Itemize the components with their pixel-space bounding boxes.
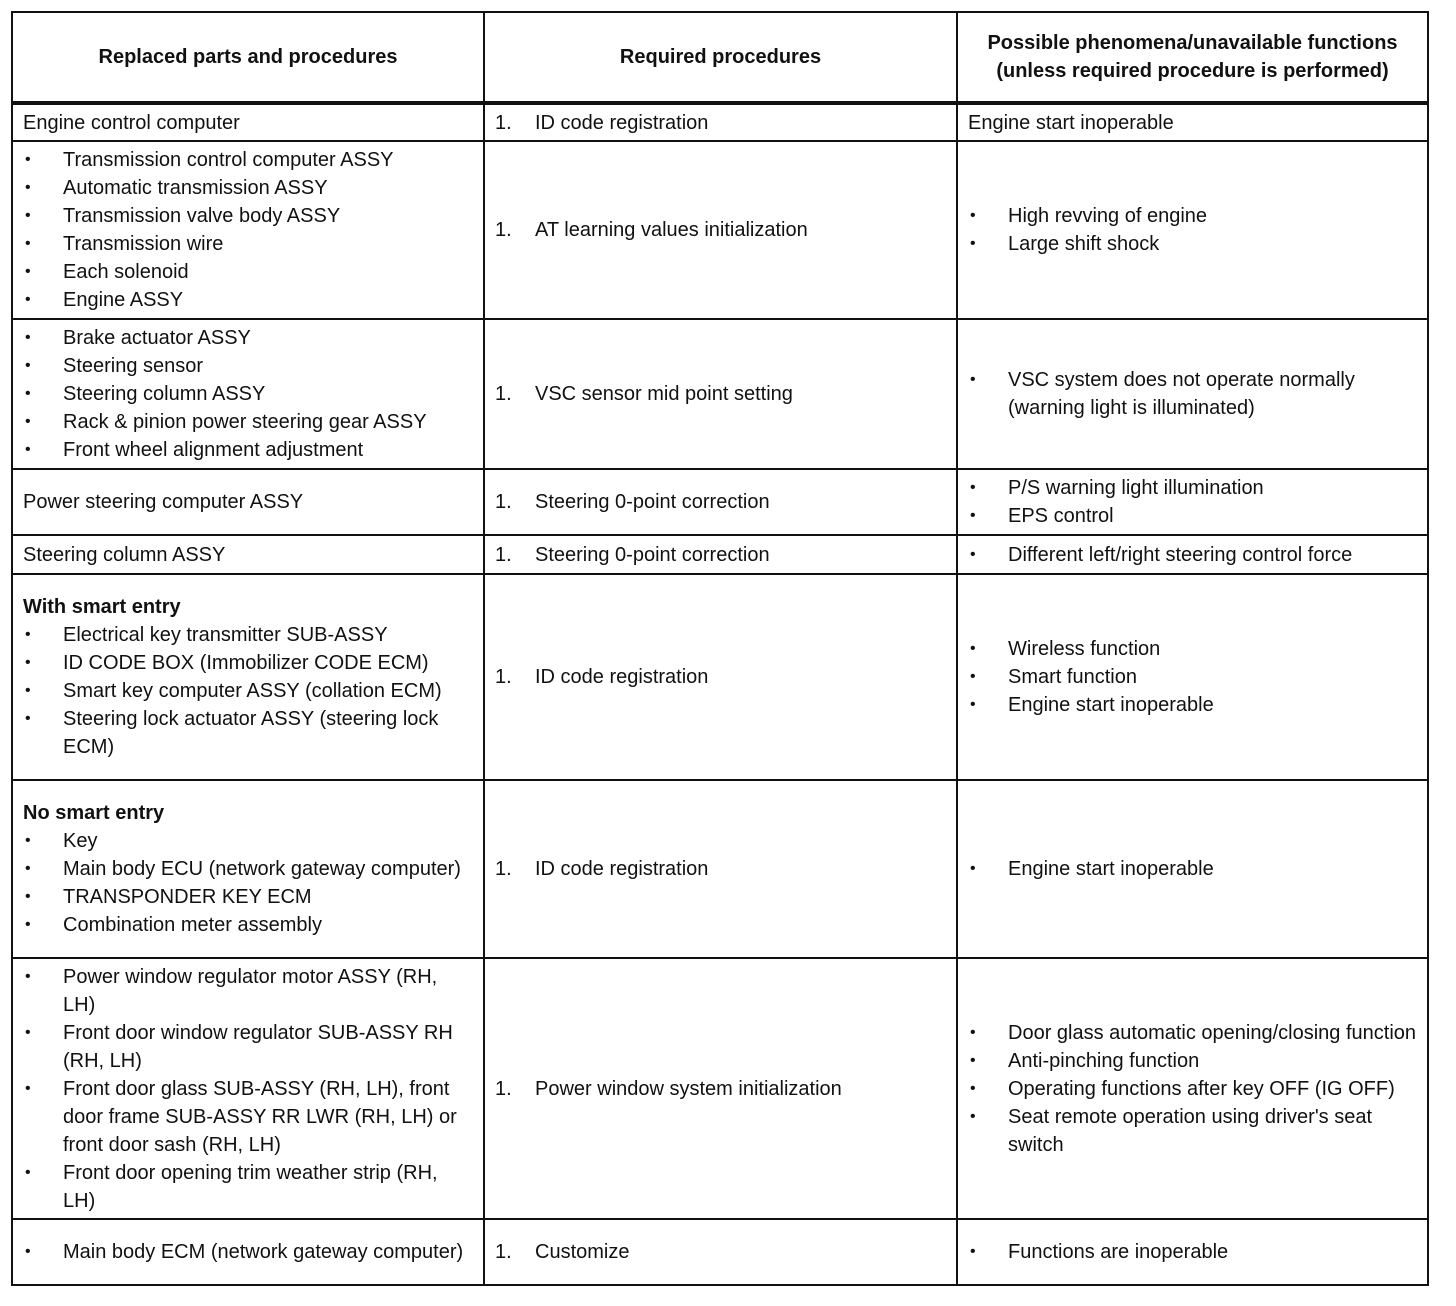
table-row	[12, 1219, 1428, 1285]
phenomena-list	[968, 366, 1417, 422]
phenomena-list	[968, 635, 1417, 719]
phenomena-cell	[957, 958, 1428, 1219]
procedure-cell	[484, 319, 957, 469]
table-row	[12, 103, 1428, 141]
table-row	[12, 958, 1428, 1219]
parts-cell	[12, 574, 484, 780]
procedure-text: ID code registration	[535, 111, 709, 134]
phenomena-list	[968, 474, 1417, 530]
list-item: • P/S warning light illumination	[968, 474, 1417, 502]
procedure-text: VSC sensor mid point setting	[535, 383, 793, 405]
procedure-text: Steering 0-point correction	[535, 543, 770, 566]
list-item: • Seat remote operation using driver's seat switch	[968, 1103, 1417, 1159]
list-item: • Door glass automatic opening/closing function	[968, 1019, 1417, 1047]
table-row	[12, 535, 1428, 574]
phenomena-list	[968, 541, 1417, 569]
list-item: • Wireless function	[968, 635, 1417, 663]
parts-list	[23, 324, 473, 464]
procedure-cell	[484, 469, 957, 535]
procedure-cell	[484, 1219, 957, 1285]
list-item: • Engine ASSY	[23, 286, 473, 314]
list-item: • Transmission wire	[23, 230, 473, 258]
parts-cell	[12, 780, 484, 958]
phenomena-text: Engine start inoperable	[968, 111, 1174, 134]
list-item: • Steering sensor	[23, 352, 473, 380]
phenomena-cell	[957, 574, 1428, 780]
parts-cell	[12, 535, 484, 574]
list-item: • Large shift shock	[968, 230, 1417, 258]
list-item: • Brake actuator ASSY	[23, 324, 473, 352]
parts-list	[23, 1238, 473, 1266]
parts-text: Engine control computer	[23, 111, 240, 134]
phenomena-cell	[957, 469, 1428, 535]
phenomena-cell	[957, 1219, 1428, 1285]
procedure-cell	[484, 574, 957, 780]
phenomena-list	[968, 202, 1417, 258]
procedure-cell	[484, 103, 957, 141]
list-item: • Each solenoid	[23, 258, 473, 286]
procedure-number: 1.	[495, 383, 512, 405]
table-row	[12, 319, 1428, 469]
parts-text: Steering column ASSY	[23, 543, 226, 566]
header-possible-phenomena: Possible phenomena/unavailable functions (unless required procedure is performed)	[957, 12, 1428, 103]
table-row	[12, 574, 1428, 780]
parts-text: Power steering computer ASSY	[23, 491, 304, 513]
list-item: • Steering lock actuator ASSY (steering lock ECM)	[23, 705, 473, 761]
list-item: • Different left/right steering control force	[968, 541, 1417, 569]
procedure-cell	[484, 141, 957, 319]
procedure-text: Power window system initialization	[535, 1077, 842, 1100]
procedure-cell	[484, 535, 957, 574]
phenomena-list	[968, 855, 1417, 883]
table-row	[12, 469, 1428, 535]
list-item: • Automatic transmission ASSY	[23, 174, 473, 202]
list-item: • Smart key computer ASSY (collation ECM)	[23, 677, 473, 705]
parts-list	[23, 827, 473, 939]
procedure-cell	[484, 958, 957, 1219]
parts-list	[23, 621, 473, 761]
procedure-text: AT learning values initialization	[535, 219, 808, 241]
parts-cell	[12, 141, 484, 319]
procedure-number: 1.	[495, 111, 512, 134]
procedure-number: 1.	[495, 666, 512, 688]
parts-cell	[12, 1219, 484, 1285]
procedures-table	[11, 11, 1429, 1286]
procedure-text: Steering 0-point correction	[535, 491, 770, 513]
parts-cell	[12, 958, 484, 1219]
list-item: • Engine start inoperable	[968, 691, 1417, 719]
list-item: • TRANSPONDER KEY ECM	[23, 883, 473, 911]
procedure-text: ID code registration	[535, 666, 709, 688]
list-item: • Main body ECU (network gateway computer)	[23, 855, 473, 883]
list-item: • Front door opening trim weather strip (RH, LH)	[23, 1159, 473, 1215]
procedure-text: ID code registration	[535, 858, 709, 880]
parts-cell	[12, 103, 484, 141]
phenomena-cell	[957, 319, 1428, 469]
list-item: • Combination meter assembly	[23, 911, 473, 939]
list-item: • VSC system does not operate normally (warning light is illuminated)	[968, 366, 1417, 422]
list-item: • Anti-pinching function	[968, 1047, 1417, 1075]
header-replaced-parts: Replaced parts and procedures	[12, 12, 484, 103]
parts-list	[23, 963, 473, 1215]
procedure-number: 1.	[495, 858, 512, 880]
list-item: • Key	[23, 827, 473, 855]
procedure-cell	[484, 780, 957, 958]
list-item: • Main body ECM (network gateway computer)	[23, 1238, 473, 1266]
procedure-text: Customize	[535, 1241, 630, 1263]
list-item: • Rack & pinion power steering gear ASSY	[23, 408, 473, 436]
list-item: • Front door window regulator SUB-ASSY RH (RH, LH)	[23, 1019, 473, 1075]
list-item: • Transmission control computer ASSY	[23, 146, 473, 174]
list-item: • EPS control	[968, 502, 1417, 530]
parts-cell	[12, 319, 484, 469]
list-item: • Functions are inoperable	[968, 1238, 1417, 1266]
parts-subheading: With smart entry	[23, 596, 181, 618]
phenomena-list	[968, 1238, 1417, 1266]
phenomena-cell	[957, 103, 1428, 141]
procedure-number: 1.	[495, 219, 512, 241]
list-item: • Front door glass SUB-ASSY (RH, LH), front door frame SUB-ASSY RR LWR (RH, LH) or front door sash (RH, LH)	[23, 1075, 473, 1159]
list-item: • Smart function	[968, 663, 1417, 691]
list-item: • Operating functions after key OFF (IG OFF)	[968, 1075, 1417, 1103]
list-item: • Electrical key transmitter SUB-ASSY	[23, 621, 473, 649]
parts-list	[23, 146, 473, 314]
list-item: • Transmission valve body ASSY	[23, 202, 473, 230]
list-item: • High revving of engine	[968, 202, 1417, 230]
table-header-row	[12, 12, 1428, 103]
parts-subheading: No smart entry	[23, 802, 165, 824]
header-required-procedures: Required procedures	[484, 12, 957, 103]
parts-cell	[12, 469, 484, 535]
phenomena-list	[968, 1019, 1417, 1159]
phenomena-cell	[957, 780, 1428, 958]
list-item: • Power window regulator motor ASSY (RH, LH)	[23, 963, 473, 1019]
list-item: • ID CODE BOX (Immobilizer CODE ECM)	[23, 649, 473, 677]
list-item: • Front wheel alignment adjustment	[23, 436, 473, 464]
procedure-number: 1.	[495, 1077, 512, 1100]
list-item: • Steering column ASSY	[23, 380, 473, 408]
procedure-number: 1.	[495, 543, 512, 566]
phenomena-cell	[957, 535, 1428, 574]
procedure-number: 1.	[495, 1241, 512, 1263]
table-row	[12, 780, 1428, 958]
procedure-number: 1.	[495, 491, 512, 513]
list-item: • Engine start inoperable	[968, 855, 1417, 883]
table-row	[12, 141, 1428, 319]
phenomena-cell	[957, 141, 1428, 319]
